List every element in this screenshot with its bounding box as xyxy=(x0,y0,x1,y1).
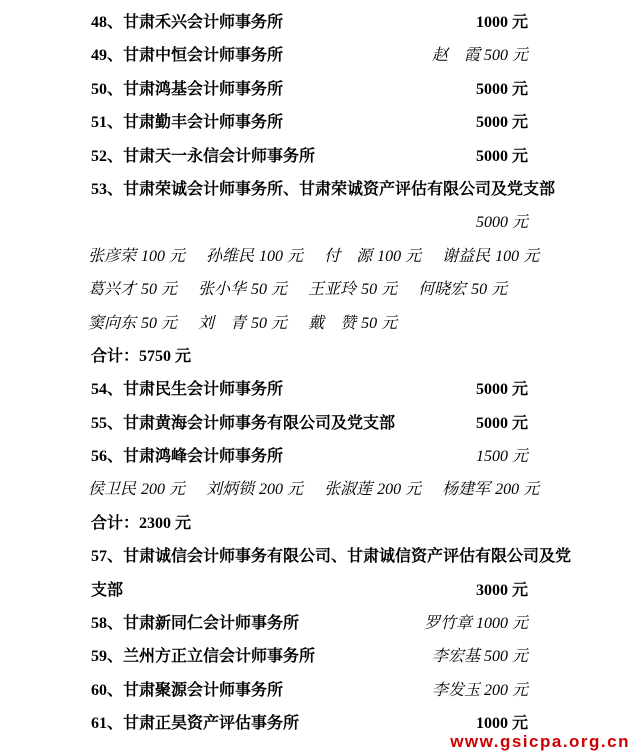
donor-amount: 100 元 xyxy=(495,247,540,265)
donation-amount: 5000 元 xyxy=(475,214,528,232)
entry-row-54 xyxy=(0,373,631,406)
donation-amount: 赵 霞 500 元 xyxy=(431,47,528,65)
firm-name: 51、甘肃勤丰会计师事务所 xyxy=(91,114,284,132)
donor-name: 王亚玲 xyxy=(308,281,357,299)
donor-entry xyxy=(88,481,185,498)
donor-entry xyxy=(198,315,287,332)
donation-amount: 1000 元 xyxy=(475,14,528,31)
firm-name: 55、甘肃黄海会计师事务有限公司及党支部 xyxy=(91,414,396,432)
donation-amount: 5000 元 xyxy=(475,80,528,98)
firm-name: 54、甘肃民生会计师事务所 xyxy=(91,381,284,399)
donor-row xyxy=(0,473,631,506)
donation-amount: 5000 元 xyxy=(475,147,528,165)
donor-name: 刘 青 xyxy=(198,314,247,332)
donor-amount: 100 元 xyxy=(141,247,186,265)
entry-row-53-amount xyxy=(0,206,631,239)
donor-name: 戴 赞 xyxy=(308,314,357,332)
donor-amount: 100 元 xyxy=(377,247,422,265)
entry-row-53: 53、甘肃荣诚会计师事务所、甘肃荣诚资产评估有限公司及党支部 xyxy=(91,180,556,198)
firm-name: 61、甘肃正昊资产评估事务所 xyxy=(91,715,300,733)
donor-entry xyxy=(88,248,185,265)
donor-amount: 50 元 xyxy=(361,314,398,332)
donor-name: 侯卫民 xyxy=(88,481,137,499)
donor-name: 刘炳锁 xyxy=(206,481,255,499)
firm-name: 50、甘肃鸿基会计师事务所 xyxy=(91,80,284,98)
donation-amount: 罗竹章 1000 元 xyxy=(423,615,528,633)
donor-entry xyxy=(442,481,539,498)
firm-name: 52、甘肃天一永信会计师事务所 xyxy=(91,147,316,165)
entry-row-49 xyxy=(0,39,631,72)
donor-name: 窦向东 xyxy=(88,314,137,332)
donation-amount: 李发玉 200 元 xyxy=(431,681,528,699)
donor-amount: 50 元 xyxy=(141,281,178,299)
firm-name: 60、甘肃聚源会计师事务所 xyxy=(91,681,284,699)
subtotal-row: 合计：2300 元 xyxy=(91,514,192,532)
donor-entry xyxy=(418,281,507,298)
donor-entry xyxy=(324,481,421,498)
entry-row-51 xyxy=(0,106,631,139)
firm-name: 59、兰州方正立信会计师事务所 xyxy=(91,648,316,666)
donor-entry xyxy=(206,481,303,498)
donation-amount: 5000 元 xyxy=(475,414,528,432)
donor-row xyxy=(0,273,631,306)
donor-row xyxy=(0,240,631,273)
donor-entry xyxy=(442,248,539,265)
donor-name: 谢益民 xyxy=(442,247,491,265)
donor-entry xyxy=(206,248,303,265)
donor-name: 张彦荣 xyxy=(88,247,137,265)
donor-amount: 50 元 xyxy=(471,281,508,299)
donor-entry xyxy=(308,281,397,298)
donor-amount: 50 元 xyxy=(251,314,288,332)
donor-entry xyxy=(88,315,177,332)
donor-entry xyxy=(308,315,397,332)
entry-row-60 xyxy=(0,674,631,707)
entry-row-58 xyxy=(0,607,631,640)
donor-entry xyxy=(324,248,421,265)
entry-row-48 xyxy=(0,6,631,39)
entry-row-57-continued xyxy=(0,574,631,607)
donor-entry xyxy=(198,281,287,298)
donor-amount: 200 元 xyxy=(259,481,304,499)
donation-amount: 1500 元 xyxy=(475,448,528,466)
entry-row-55 xyxy=(0,407,631,440)
donor-name: 杨建军 xyxy=(442,481,491,499)
donor-name: 付 源 xyxy=(324,247,373,265)
donor-amount: 50 元 xyxy=(251,281,288,299)
donor-entry xyxy=(88,281,177,298)
donor-name: 张淑莲 xyxy=(324,481,373,499)
donation-amount: 3000 元 xyxy=(475,581,528,599)
donor-amount: 50 元 xyxy=(361,281,398,299)
firm-name: 支部 xyxy=(91,581,124,599)
donation-amount: 1000 元 xyxy=(475,715,528,733)
entry-row-57: 57、甘肃诚信会计师事务有限公司、甘肃诚信资产评估有限公司及党 xyxy=(91,548,572,566)
donor-name: 葛兴才 xyxy=(88,281,137,299)
firm-name: 49、甘肃中恒会计师事务所 xyxy=(91,47,284,65)
entry-row-50 xyxy=(0,73,631,106)
donation-amount: 李宏基 500 元 xyxy=(431,648,528,666)
donor-amount: 100 元 xyxy=(259,247,304,265)
donor-name: 孙维民 xyxy=(206,247,255,265)
firm-name: 56、甘肃鸿峰会计师事务所 xyxy=(91,448,284,466)
donation-amount: 5000 元 xyxy=(475,114,528,132)
donor-amount: 200 元 xyxy=(495,481,540,499)
entry-row-56 xyxy=(0,440,631,473)
donor-row xyxy=(0,307,631,340)
subtotal-row: 合计：5750 元 xyxy=(91,347,192,365)
entry-row-52 xyxy=(0,140,631,173)
watermark-url: www.gsicpa.org.cn xyxy=(450,732,630,751)
donation-amount: 5000 元 xyxy=(475,381,528,399)
firm-name: 48、甘肃禾兴会计师事务所 xyxy=(91,14,284,31)
donor-name: 何晓宏 xyxy=(418,281,467,299)
donor-name: 张小华 xyxy=(198,281,247,299)
firm-name: 58、甘肃新同仁会计师事务所 xyxy=(91,615,300,633)
donor-amount: 200 元 xyxy=(141,481,186,499)
donor-amount: 200 元 xyxy=(377,481,422,499)
donor-amount: 50 元 xyxy=(141,314,178,332)
entry-row-59 xyxy=(0,640,631,673)
